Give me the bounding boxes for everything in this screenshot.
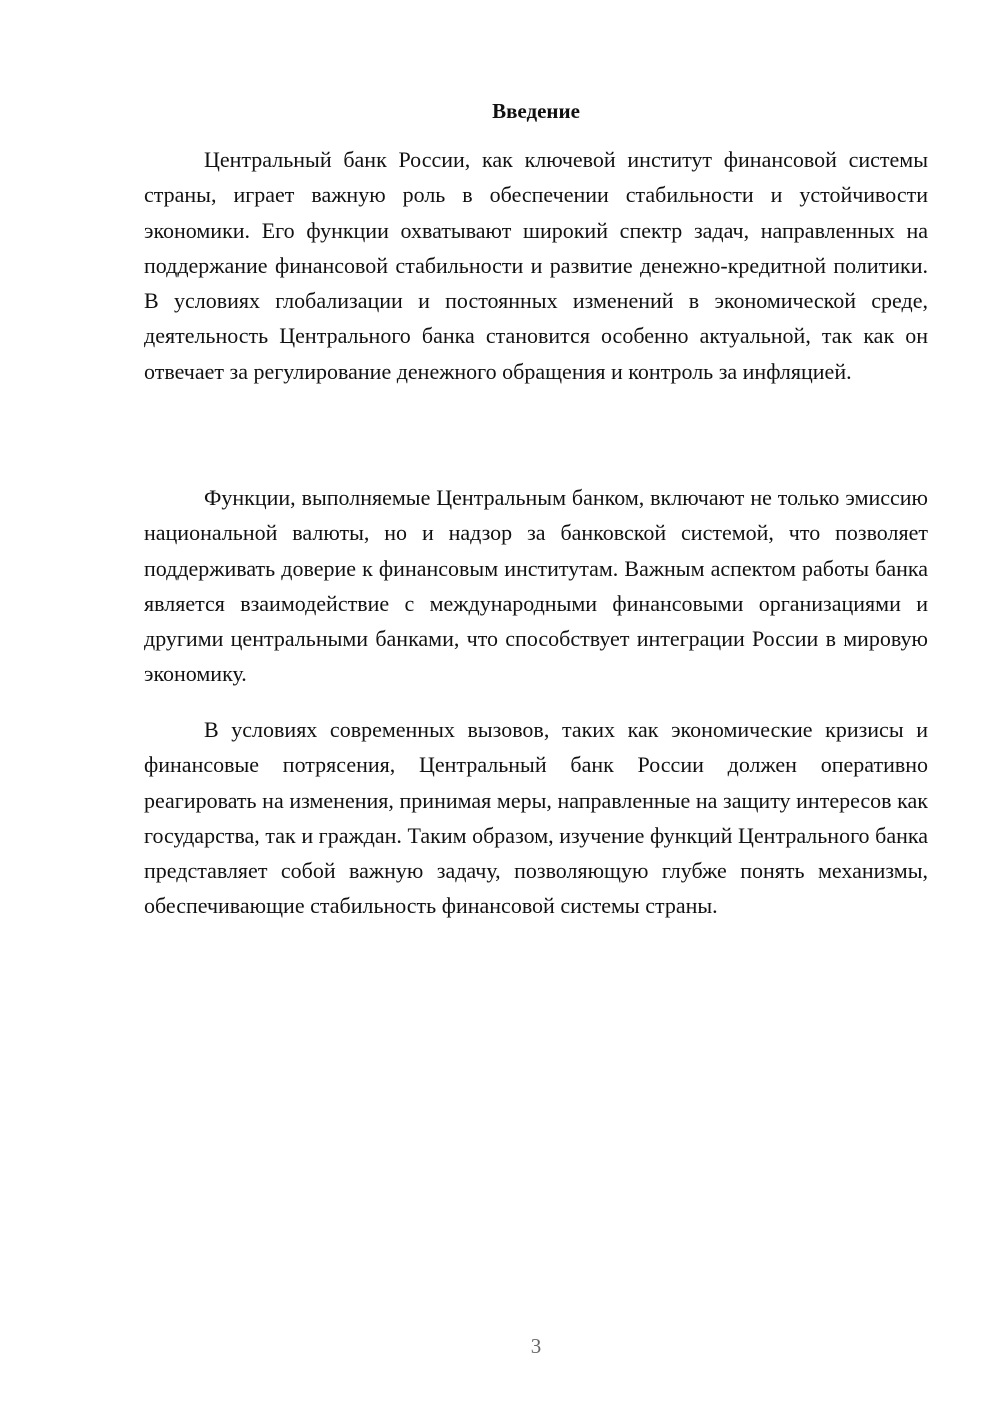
section-title: Введение (492, 99, 580, 123)
paragraph-3: В условиях современных вызовов, таких как экономические кризисы и финансовые потрясения, Центральный банк России должен оперативно реагировать на изменения, принимая меры, направленные на защиту интересов как государства, так и граждан. Таким образом, изучение функций Центрального банка представляет собой важную задачу, позволяющую глубже понять механизмы, обеспечивающие стабильность финансовой системы страны. (144, 717, 928, 919)
page-number: 3 (530, 1334, 542, 1358)
paragraph-1: Центральный банк России, как ключевой институт финансовой системы страны, играет важную роль в обеспечении стабильности и устойчивости экономики. Его функции охватывают широкий спектр задач, направленных на поддержание финансовой стабильности и развитие денежно-кредитной политики. В условиях глобализации и постоянных изменений в экономической среде, деятельность Центрального банка становится особенно актуальной, так как он отвечает за регулирование денежного обращения и контроль за инфляцией. (144, 147, 928, 384)
paragraph-2: Функции, выполняемые Центральным банком, включают не только эмиссию национальной валюты, но и надзор за банковской системой, что позволяет поддерживать доверие к финансовым институтам. Важным аспектом работы банка является взаимодействие с международными финансовыми организациями и другими центральными банками, что способствует интеграции России в мировую экономику. (144, 485, 928, 687)
